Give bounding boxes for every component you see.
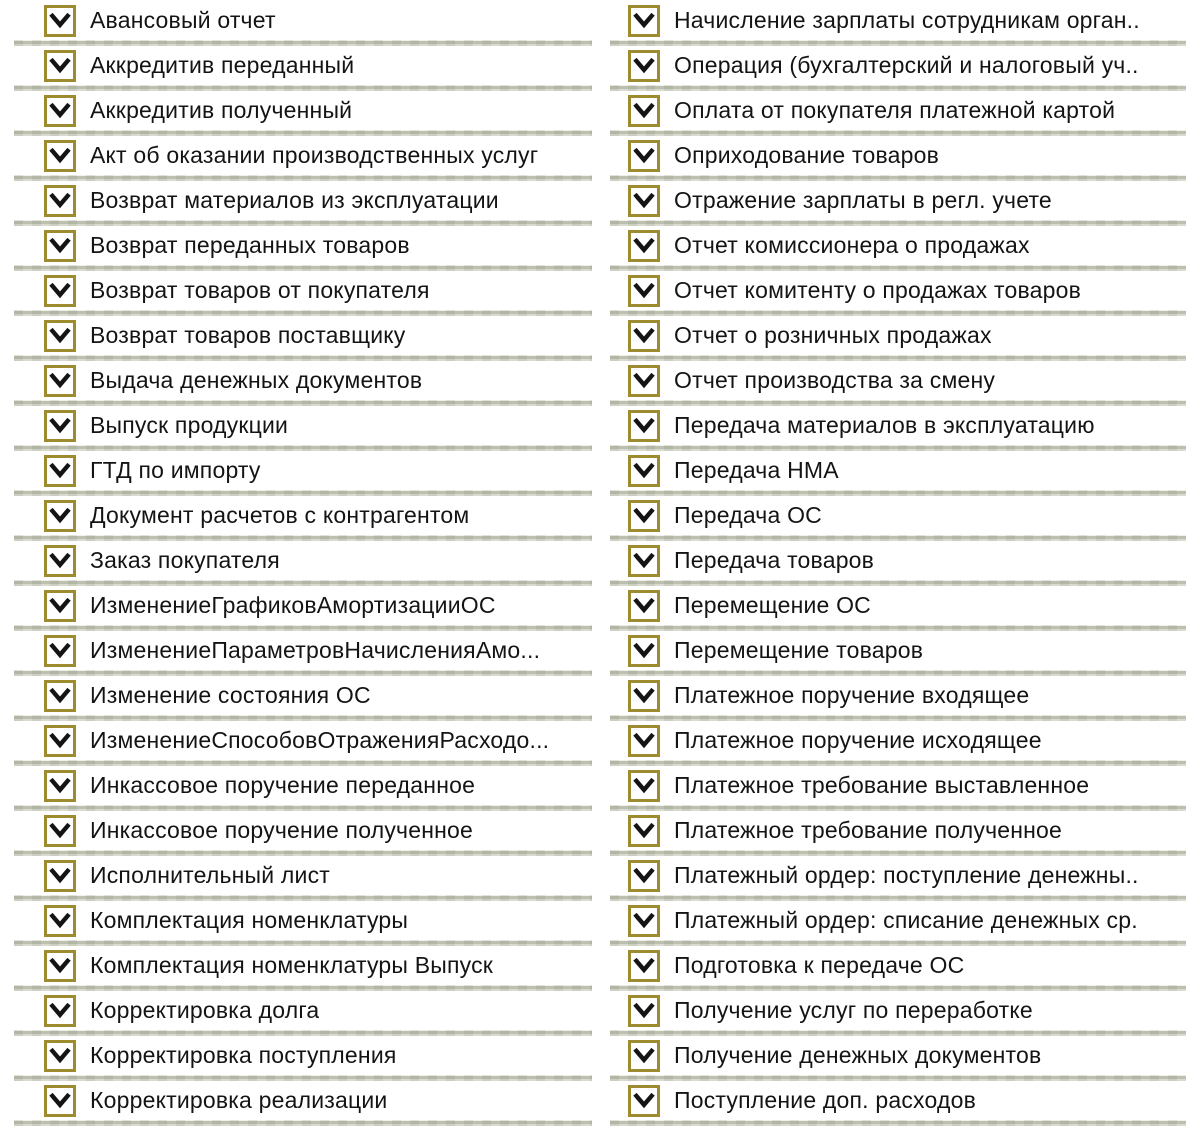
list-item-label: Перемещение товаров bbox=[674, 637, 924, 663]
list-item-label: Оприходование товаров bbox=[674, 142, 940, 168]
item-checkbox[interactable] bbox=[628, 365, 660, 397]
item-checkbox[interactable] bbox=[44, 950, 76, 982]
item-checkbox[interactable] bbox=[44, 545, 76, 577]
item-checkbox[interactable] bbox=[44, 320, 76, 352]
list-item-label: Передача ОС bbox=[674, 502, 822, 528]
item-checkbox[interactable] bbox=[44, 995, 76, 1027]
checkmark-icon bbox=[49, 820, 71, 842]
list-item[interactable] bbox=[14, 1, 592, 40]
list-item-label: Комплектация номенклатуры Выпуск bbox=[90, 952, 494, 978]
list-cell bbox=[14, 946, 592, 991]
list-cell bbox=[610, 721, 1186, 766]
list-item-label: Отчет комиссионера о продажах bbox=[674, 232, 1030, 258]
list-item[interactable] bbox=[610, 1, 1186, 40]
item-checkbox[interactable] bbox=[628, 455, 660, 487]
list-item-label: Отчет комитенту о продажах товаров bbox=[674, 277, 1081, 303]
list-item-label: Аккредитив полученный bbox=[90, 97, 353, 123]
item-checkbox[interactable] bbox=[44, 95, 76, 127]
list-cell bbox=[14, 136, 592, 181]
list-item[interactable] bbox=[14, 496, 592, 535]
list-cell bbox=[610, 91, 1186, 136]
checkmark-icon bbox=[49, 10, 71, 32]
list-cell bbox=[610, 496, 1186, 541]
list-item-label: Корректировка долга bbox=[90, 997, 320, 1023]
list-item-label: Начисление зарплаты сотрудникам орган.. bbox=[674, 7, 1140, 33]
item-checkbox[interactable] bbox=[628, 1040, 660, 1072]
list-item[interactable] bbox=[14, 946, 592, 985]
list-cell bbox=[14, 271, 592, 316]
list-item-label: Возврат товаров поставщику bbox=[90, 322, 406, 348]
list-item-label: ИзменениеГрафиковАмортизацииОС bbox=[90, 592, 496, 618]
checkmark-icon bbox=[49, 1045, 71, 1067]
list-cell bbox=[14, 541, 592, 586]
checkmark-icon bbox=[49, 100, 71, 122]
item-checkbox[interactable] bbox=[628, 590, 660, 622]
list-cell bbox=[14, 406, 592, 451]
list-item-label: Инкассовое поручение полученное bbox=[90, 817, 473, 843]
item-checkbox[interactable] bbox=[628, 5, 660, 37]
checkmark-icon bbox=[49, 775, 71, 797]
checkmark-icon bbox=[633, 910, 655, 932]
checkmark-icon bbox=[633, 550, 655, 572]
item-checkbox[interactable] bbox=[628, 410, 660, 442]
checkmark-icon bbox=[633, 55, 655, 77]
checkmark-icon bbox=[49, 1000, 71, 1022]
list-item-label: ГТД по импорту bbox=[90, 457, 261, 483]
list-cell bbox=[610, 856, 1186, 901]
list-item[interactable] bbox=[14, 451, 592, 490]
item-checkbox[interactable] bbox=[628, 770, 660, 802]
list-item-label: Корректировка поступления bbox=[90, 1042, 397, 1068]
list-cell bbox=[14, 226, 592, 271]
item-checkbox[interactable] bbox=[44, 905, 76, 937]
item-checkbox[interactable] bbox=[44, 1085, 76, 1117]
list-cell bbox=[14, 721, 592, 766]
list-cell bbox=[610, 1, 1186, 46]
list-item-label: Корректировка реализации bbox=[90, 1087, 388, 1113]
list-item-label: ИзменениеСпособовОтраженияРасходо... bbox=[90, 727, 550, 753]
list-cell bbox=[610, 226, 1186, 271]
list-item-label: Платежное требование выставленное bbox=[674, 772, 1090, 798]
list-item[interactable] bbox=[14, 1081, 592, 1120]
checkmark-icon bbox=[633, 145, 655, 167]
checkmark-icon bbox=[633, 730, 655, 752]
list-item[interactable] bbox=[14, 811, 592, 850]
item-checkbox[interactable] bbox=[44, 50, 76, 82]
list-item[interactable] bbox=[610, 676, 1186, 715]
checkmark-icon bbox=[49, 370, 71, 392]
list-item-label: Возврат материалов из эксплуатации bbox=[90, 187, 499, 213]
list-item-label: Инкассовое поручение переданное bbox=[90, 772, 476, 798]
list-item[interactable] bbox=[14, 766, 592, 805]
list-item-label: Возврат товаров от покупателя bbox=[90, 277, 430, 303]
list-cell bbox=[610, 631, 1186, 676]
item-checkbox[interactable] bbox=[44, 590, 76, 622]
list-cell bbox=[610, 361, 1186, 406]
list-item[interactable] bbox=[610, 991, 1186, 1030]
list-item-label: Аккредитив переданный bbox=[90, 52, 355, 78]
list-item-label: Получение денежных документов bbox=[674, 1042, 1042, 1068]
list-item[interactable] bbox=[610, 721, 1186, 760]
list-item[interactable] bbox=[14, 631, 592, 670]
list-item[interactable] bbox=[610, 361, 1186, 400]
document-type-list-left-column bbox=[14, 1, 592, 1126]
list-item[interactable] bbox=[610, 451, 1186, 490]
item-checkbox[interactable] bbox=[44, 860, 76, 892]
item-checkbox[interactable] bbox=[628, 725, 660, 757]
list-item[interactable] bbox=[14, 316, 592, 355]
list-item[interactable] bbox=[610, 586, 1186, 625]
list-item[interactable] bbox=[610, 631, 1186, 670]
list-cell bbox=[610, 316, 1186, 361]
list-item-label: Авансовый отчет bbox=[90, 7, 276, 33]
list-item[interactable] bbox=[14, 406, 592, 445]
item-checkbox[interactable] bbox=[628, 500, 660, 532]
list-item-label: Возврат переданных товаров bbox=[90, 232, 410, 258]
list-item[interactable] bbox=[14, 676, 592, 715]
list-item-label: Заказ покупателя bbox=[90, 547, 280, 573]
item-checkbox[interactable] bbox=[628, 275, 660, 307]
list-item[interactable] bbox=[14, 586, 592, 625]
list-item[interactable] bbox=[610, 136, 1186, 175]
list-cell bbox=[14, 631, 592, 676]
list-item[interactable] bbox=[14, 541, 592, 580]
item-checkbox[interactable] bbox=[628, 50, 660, 82]
item-checkbox[interactable] bbox=[44, 140, 76, 172]
checkmark-icon bbox=[633, 955, 655, 977]
list-item[interactable] bbox=[610, 406, 1186, 445]
checkmark-icon bbox=[49, 505, 71, 527]
item-checkbox[interactable] bbox=[628, 140, 660, 172]
checkmark-icon bbox=[49, 190, 71, 212]
list-item[interactable] bbox=[610, 1036, 1186, 1075]
item-checkbox[interactable] bbox=[44, 725, 76, 757]
list-item-label: Отражение зарплаты в регл. учете bbox=[674, 187, 1052, 213]
checkmark-icon bbox=[633, 235, 655, 257]
checkmark-icon bbox=[633, 325, 655, 347]
item-checkbox[interactable] bbox=[44, 365, 76, 397]
list-cell bbox=[610, 541, 1186, 586]
list-item-label: Передача материалов в эксплуатацию bbox=[674, 412, 1095, 438]
list-cell bbox=[14, 676, 592, 721]
list-item[interactable] bbox=[14, 136, 592, 175]
item-checkbox[interactable] bbox=[44, 410, 76, 442]
list-cell bbox=[610, 136, 1186, 181]
checkmark-icon bbox=[633, 190, 655, 212]
item-checkbox[interactable] bbox=[628, 995, 660, 1027]
checkmark-icon bbox=[633, 820, 655, 842]
list-item-label: Передача НМА bbox=[674, 457, 839, 483]
checkmark-icon bbox=[49, 235, 71, 257]
item-checkbox[interactable] bbox=[628, 680, 660, 712]
row-separator bbox=[14, 1120, 592, 1126]
list-cell bbox=[610, 586, 1186, 631]
item-checkbox[interactable] bbox=[44, 815, 76, 847]
checkmark-icon bbox=[49, 280, 71, 302]
list-cell bbox=[14, 181, 592, 226]
checkmark-icon bbox=[49, 550, 71, 572]
item-checkbox[interactable] bbox=[44, 500, 76, 532]
list-item-label: Платежный ордер: поступление денежны.. bbox=[674, 862, 1139, 888]
list-item[interactable] bbox=[610, 766, 1186, 805]
list-item[interactable] bbox=[610, 226, 1186, 265]
item-checkbox[interactable] bbox=[628, 1085, 660, 1117]
list-item[interactable] bbox=[14, 226, 592, 265]
list-item-label: Передача товаров bbox=[674, 547, 875, 573]
checkmark-icon bbox=[633, 460, 655, 482]
list-item[interactable] bbox=[14, 721, 592, 760]
list-item-label: Получение услуг по переработке bbox=[674, 997, 1033, 1023]
item-checkbox[interactable] bbox=[628, 860, 660, 892]
list-item[interactable] bbox=[14, 991, 592, 1030]
list-item[interactable] bbox=[610, 46, 1186, 85]
list-cell bbox=[14, 451, 592, 496]
list-cell bbox=[610, 676, 1186, 721]
item-checkbox[interactable] bbox=[44, 275, 76, 307]
list-cell bbox=[14, 1036, 592, 1081]
item-checkbox[interactable] bbox=[44, 770, 76, 802]
list-item-label: Отчет о розничных продажах bbox=[674, 322, 992, 348]
list-item-label: Изменение состояния ОС bbox=[90, 682, 371, 708]
list-cell bbox=[610, 811, 1186, 856]
list-cell bbox=[14, 91, 592, 136]
list-item[interactable] bbox=[14, 181, 592, 220]
list-cell bbox=[610, 406, 1186, 451]
item-checkbox[interactable] bbox=[44, 635, 76, 667]
list-item-label: Подготовка к передаче ОС bbox=[674, 952, 965, 978]
list-cell bbox=[14, 991, 592, 1036]
list-cell bbox=[610, 1036, 1186, 1081]
list-item-label: Оплата от покупателя платежной картой bbox=[674, 97, 1116, 123]
list-item[interactable] bbox=[14, 1036, 592, 1075]
list-cell bbox=[610, 451, 1186, 496]
checkmark-icon bbox=[49, 1090, 71, 1112]
list-item[interactable] bbox=[14, 91, 592, 130]
list-cell bbox=[14, 901, 592, 946]
list-item-label: Платежное поручение исходящее bbox=[674, 727, 1042, 753]
list-item[interactable] bbox=[610, 316, 1186, 355]
document-type-list-right-column bbox=[610, 1, 1186, 1126]
checkmark-icon bbox=[49, 955, 71, 977]
item-checkbox[interactable] bbox=[44, 1040, 76, 1072]
list-cell bbox=[610, 946, 1186, 991]
checkmark-icon bbox=[49, 460, 71, 482]
checkmark-icon bbox=[633, 775, 655, 797]
checkmark-icon bbox=[49, 595, 71, 617]
checkmark-icon bbox=[633, 100, 655, 122]
item-checkbox[interactable] bbox=[628, 320, 660, 352]
list-cell bbox=[610, 1081, 1186, 1126]
list-cell bbox=[610, 766, 1186, 811]
list-item-label: Документ расчетов с контрагентом bbox=[90, 502, 470, 528]
checkmark-icon bbox=[633, 415, 655, 437]
list-item-label: Платежное требование полученное bbox=[674, 817, 1063, 843]
list-cell bbox=[14, 766, 592, 811]
list-item[interactable] bbox=[14, 271, 592, 310]
checkmark-icon bbox=[49, 865, 71, 887]
item-checkbox[interactable] bbox=[628, 185, 660, 217]
list-item-label: Платежный ордер: списание денежных ср. bbox=[674, 907, 1138, 933]
list-item[interactable] bbox=[610, 271, 1186, 310]
list-cell bbox=[14, 1081, 592, 1126]
list-cell bbox=[14, 46, 592, 91]
checkmark-icon bbox=[633, 10, 655, 32]
item-checkbox[interactable] bbox=[628, 905, 660, 937]
list-item-label: Перемещение ОС bbox=[674, 592, 871, 618]
list-cell bbox=[610, 271, 1186, 316]
list-item-label: Исполнительный лист bbox=[90, 862, 331, 888]
item-checkbox[interactable] bbox=[628, 950, 660, 982]
list-item-label: Поступление доп. расходов bbox=[674, 1087, 977, 1113]
checkmark-icon bbox=[49, 910, 71, 932]
checkmark-icon bbox=[49, 685, 71, 707]
item-checkbox[interactable] bbox=[44, 680, 76, 712]
list-item-label: Выпуск продукции bbox=[90, 412, 289, 438]
list-item[interactable] bbox=[14, 361, 592, 400]
list-item-label: Комплектация номенклатуры bbox=[90, 907, 409, 933]
item-checkbox[interactable] bbox=[44, 185, 76, 217]
list-item-label: Отчет производства за смену bbox=[674, 367, 996, 393]
list-item-label: Операция (бухгалтерский и налоговый уч.. bbox=[674, 52, 1139, 78]
row-separator bbox=[610, 1120, 1186, 1126]
checkmark-icon bbox=[633, 685, 655, 707]
list-cell bbox=[14, 856, 592, 901]
checkmark-icon bbox=[633, 595, 655, 617]
checkmark-icon bbox=[49, 640, 71, 662]
checkmark-icon bbox=[49, 325, 71, 347]
item-checkbox[interactable] bbox=[628, 635, 660, 667]
list-item[interactable] bbox=[14, 901, 592, 940]
list-item-label: ИзменениеПараметровНачисленияАмо... bbox=[90, 637, 541, 663]
list-cell bbox=[610, 901, 1186, 946]
list-item[interactable] bbox=[610, 811, 1186, 850]
list-item-label: Акт об оказании производственных услуг bbox=[90, 142, 539, 168]
list-cell bbox=[610, 181, 1186, 226]
checkmark-icon bbox=[633, 370, 655, 392]
list-item[interactable] bbox=[610, 541, 1186, 580]
item-checkbox[interactable] bbox=[628, 230, 660, 262]
list-item[interactable] bbox=[610, 1081, 1186, 1120]
item-checkbox[interactable] bbox=[628, 545, 660, 577]
checkmark-icon bbox=[633, 1045, 655, 1067]
checkmark-icon bbox=[633, 640, 655, 662]
list-item[interactable] bbox=[610, 91, 1186, 130]
list-item[interactable] bbox=[14, 856, 592, 895]
list-item[interactable] bbox=[610, 181, 1186, 220]
list-cell bbox=[610, 991, 1186, 1036]
list-cell bbox=[14, 361, 592, 406]
list-item[interactable] bbox=[610, 901, 1186, 940]
item-checkbox[interactable] bbox=[44, 230, 76, 262]
list-cell bbox=[14, 586, 592, 631]
item-checkbox[interactable] bbox=[628, 815, 660, 847]
checkmark-icon bbox=[633, 280, 655, 302]
list-item-label: Платежное поручение входящее bbox=[674, 682, 1030, 708]
list-cell bbox=[14, 811, 592, 856]
list-item[interactable] bbox=[610, 856, 1186, 895]
list-item[interactable] bbox=[610, 946, 1186, 985]
checkmark-icon bbox=[633, 505, 655, 527]
item-checkbox[interactable] bbox=[628, 95, 660, 127]
checkmark-icon bbox=[49, 730, 71, 752]
list-cell bbox=[14, 316, 592, 361]
checkmark-icon bbox=[633, 1090, 655, 1112]
list-cell bbox=[14, 1, 592, 46]
checkmark-icon bbox=[633, 1000, 655, 1022]
list-item[interactable] bbox=[610, 496, 1186, 535]
item-checkbox[interactable] bbox=[44, 455, 76, 487]
checkmark-icon bbox=[49, 145, 71, 167]
item-checkbox[interactable] bbox=[44, 5, 76, 37]
list-cell bbox=[610, 46, 1186, 91]
list-cell bbox=[14, 496, 592, 541]
list-item[interactable] bbox=[14, 46, 592, 85]
checkmark-icon bbox=[633, 865, 655, 887]
checkmark-icon bbox=[49, 55, 71, 77]
checkmark-icon bbox=[49, 415, 71, 437]
list-item-label: Выдача денежных документов bbox=[90, 367, 423, 393]
